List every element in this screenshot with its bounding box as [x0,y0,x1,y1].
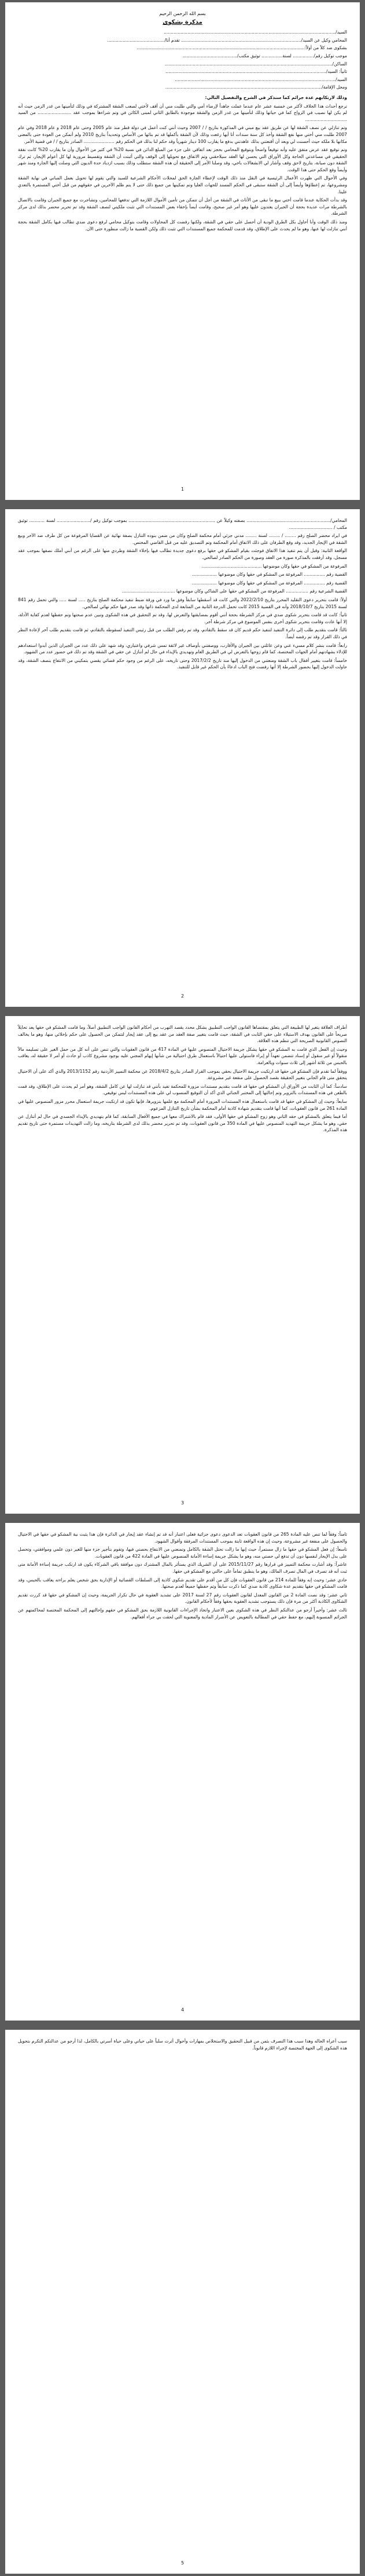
recipient-line: السيد/........................................................................................................................... [164,30,347,35]
paragraph: ثانياً: كانت قد قامت بتحرير شكوى ضدي في مركز الشرطة بحجة أنني أقوم بمضايقتها والتعرض لها، وقد تم التحقيق في هذه الشكوى وتبين عدم صحتها وتم حفظها لعدم كفاية الأدلة، إلا أنها عادت وقامت بتحرير شكوى أخرى بنفس الموضوع في مركز شرطة آخر. [18,612,347,624]
intro-text: وذلك لارتكابهم عدة جرائم كما سنذكر في الشرح والتفصيل التالي: [205,94,347,100]
list-item: المرفوعة من المشكو في حقها وكان موضوعها ........................................... [201,563,347,569]
paragraph: الواقعة الثانية: وقبل أن يتم تنفيذ هذا الاتفاق فوجئت بقيام المشكو في حقها برفع دعوى جديدة تطالب فيها بإخلاء الشقة وطردي منها على الرغم من أنني أملك نصفها بموجب عقد مسجل، وقد أرفقت بالمذكرة صورة من العقد وصورة من الحكم الصادر لصالحي. [18,548,347,560]
document-page-2 [5,509,360,1007]
page-number: 4 [180,2007,185,2013]
paragraph: عاشراً: وقد أشارت محكمة التمييز في قرارها رقم 2015/11/27 على أن الشريك الذي يستأثر بالمال المشترك دون موافقة باقي الشركاء يكون قد ارتكب جريمة إساءة الأمانة متى ثبت أنه قد تصرف في المال تصرف المالك، وهو ما ينطبق تماماً على حالتي مع المشكو في حقها. [18,1562,347,1574]
bismillah-heading: بسم الله الرحمن الرحيم [159,11,206,16]
paragraph: ثاني عشر: وقد نصت المادة 2 من القانون المعدل لقانون العقوبات رقم 27 لسنة 2017 على تشديد العقوبة في حال تكرار الجريمة، وحيث إن المشكو في حقها قد كررت تقديم الشكاوى الكاذبة أكثر من مرة فإن ذلك يستوجب تشديد العقوبة بحقها وفقاً لأحكام القانون. [18,1592,348,1605]
second-party-residence-line: ومحل الإقامة/................................................................................................................ [165,84,347,90]
document-page-3 [5,1016,360,1514]
document-page-1 [5,2,360,500]
paragraph: تاسعاً: إن فعل المشكو في حقها ما زال مستمراً، حيث إنها ما زالت تحتل الشقة بالكامل وتمنعني من الانتفاع بحصتي فيها، وتقوم بتأجير جزء منها للغير دون علمي وموافقتي، وتحصل على بدل الإيجار لنفسها دون أن تدفع لي حصتي منه، وهو ما يشكل جريمة إساءة الأمانة المنصوص عليها في المادة 422 من قانون العقوبات. [18,1547,347,1559]
paragraph: وحيث إن الفعل الذي قامت به المشكو في حقها يشكل جريمة الاحتيال المنصوص عليها في المادة 417 من قانون العقوبات والتي تنص على أنه كل من حمل الغير على تسليمه مالاً منقولاً أو غير منقول أو إسناد تتضمن تعهداً أو إبراء فاستولى عليها احتيالاً باستعمال طرق احتيالية من شأنها إيهام المجني عليه بوجود مشروع كاذب أو حادث أو أمر لا حقيقة له، يعاقب بالحبس من ثلاثة أشهر إلى ثلاث سنوات وبالغرامة. [18,1046,347,1065]
paragraph: أطراف العلاقة يتغير لها الطبيعة التي يتعلق بمقتضاها القانون الواجب التطبيق بشكل محدد يقصد التهرب من أحكام القانون الواجب التطبيق أصلاً، وما قامت المشكو في حقها يعد تحايلاً صريحاً على القانون بهدف الاستيلاء على حقي الثابت في الشقة، حيث قامت بتغيير صفة العقد من عقد بيع إلى عقد إيجار لتتمكن من الحصول على حكم بإخلائي منها، وهو ما يخالف النصوص القانونية الصريحة التي تنظم هذه العلاقة. [18,1025,347,1044]
paragraph: أما فيما يتعلق بالمشكو في حقه الثاني وهو زوج المشكو في حقها الأولى، فقد قام بالاشتراك معها في جميع الأفعال السابقة، كما قام بتهديدي بالإيذاء الجسدي في حال لم أتنازل عن حقي، وهو ما يشكل جريمة التهديد المنصوص عليها في المادة 350 من قانون العقوبات، وقد تم تحرير محضر بذلك لدى الشرطة بتاريخه، وما زالت التهديدات مستمرة حتى تاريخ تقديم هذه المذكرة. [18,1114,347,1133]
document-title: مذكرة بشكوى [163,19,202,25]
page-number: 1 [180,487,185,492]
paragraph: حادي عشر: وحيث إنه وفقاً للمادة 214 من قانون العقوبات فإن كل من أقدم على تقديم شكوى كاذبة إلى السلطات القضائية أو الإدارية بحق شخص يعلم براءته يعاقب بالحبس، وقد قامت المشكو في حقها بتقديم عدة شكاوى كاذبة ضدي كما ذكرت سابقاً وتم حفظها جميعاً لعدم صحتها. [18,1577,347,1589]
paragraph: سادساً: كما أن الثابت من الأوراق أن المشكو في حقها قد قامت بتقديم مستندات مزورة للمحكمة تفيد بأنني قد تنازلت لها عن كامل الشقة، وهو أمر لم يحدث على الإطلاق، وقد قمت بالطعن في هذه المستندات بالتزوير وتم إحالتها إلى المختبر الجنائي الذي أكد أن التوقيع المنسوب لي على هذه المستندات ليس توقيعي. [18,1083,347,1096]
complaint-against-line: بشكوى ضد كلاً من أولاً:........................................................................................................................ [137,45,347,51]
paragraph: وقد بدأت الحكاية عندما قامت أختي ببيع ما تبقى من الأثاث في الشقة من أجل أن تتمكن من تأمين الأموال اللازمة التي تدفعها للمحامين، وتشاجرت مع جميع الجيران وقامت بالاتصال بالشرطة مرات عديدة بحجة أن الجيران يعتدون عليها وهو أمر غير صحيح، وقامت أيضاً بإخفاء بعض المستندات التي تثبت ملكيتي لنصف الشقة وقد تم تحرير محضر بذلك لدى مركز الشرطة. [18,197,347,216]
paragraph: ومنذ ذلك الوقت وأنا أحاول بكل الطرق الودية أن أحصل على حقي في الشقة، ولكنها رفضت كل المحاولات وقامت بتوكيل محامي لرفع دعوى ضدي تطالب فيها بكامل الشقة بحجة أنني تنازلت لها عنها، وهو ما لم يحدث على الإطلاق، وقد قدمت للمحكمة جميع المستندات التي تثبت ذلك ولكن القضية ما زالت منظورة حتى الآن. [18,219,347,231]
paragraph: خامساً: قامت بتغيير أقفال باب الشقة ومنعتني من الدخول إليها منذ تاريخ 2017/2/2 وحتى تاريخه، على الرغم من وجود حكم قضائي يقضي بتمكيني من الانتفاع بنصف الشقة، وقد حاولت الدخول إليها بحضور الشرطة إلا أنها رفضت فتح الباب ادعاءً بأن الحكم غير قابل للتنفيذ. [18,657,348,670]
paragraph: في ايراد محضر الصلح رقم ........ / ........ لسنة ........ مدني جزئي أمام محكمة الصلح وكان من ضمن بنوده التنازل بصفة نهائية عن القضايا المرفوعة من كل طرف ضد الآخر وبيع الشقة في الإيجار الجديد، وقد وقع الطرفان على ذلك الاتفاق أمام المحكمة وتم التصديق عليه من قبل القاضي المختص. [18,533,347,545]
second-party-line: ثانياً: السيد/................................................................................................................... [165,69,347,75]
document-page-5 [5,2030,360,2574]
second-party-name-line: السيد/................................................................................................................... [175,76,347,82]
paragraph: ووفقاً لما تقدم فإن المشكو في حقها قد ارتكبت جريمة الاحتيال بحقي بموجب القرار الصادر بتاريخ 2018/4/2 عن محكمة التمييز الأردنية رقم 2013/1152 والذي أكد على أن الاحتيال يتحقق متى قام الجاني بتغيير الحقيقة بقصد الحصول على منفعة غير مشروعة. [18,1068,347,1081]
document-page-4 [5,1523,360,2021]
header-paragraph: المحامي/............................................................ بصفته وكيلاً عن .............................................................. بموجب توكيل رقم /........................ لسنة ........... توثيق مكتب / ............................... [18,518,347,530]
sender-line: المحامي وكيل عن السيد/...................................................................................... تقدم أنا/......................................... [107,37,347,43]
paragraph: رابعاً: قامت بنشر كلام مسيء عني وعن عائلتي بين الجيران والأقارب، ووصفتني بأوصاف غير لائقة تمس شرفي واعتباري، وقد شهد على ذلك عدد من الجيران الذين أبدوا استعدادهم للإدلاء بشهادتهم أمام الجهات المختصة، كما قام زوجها بالتعرض لي في الطريق العام وتهديدي بالإيذاء في حال لم أتنازل عن حقي في الشقة وقد تم ذلك في حضور عدد من الشهود. [18,642,347,655]
page-number: 3 [180,1500,185,1506]
list-item: القضية الشرعية رقم ................ المرفوعة من المشكو في حقها على الشاكي وكان موضوعها ...................................... [121,588,347,594]
paragraph: ترجع أحداث هذا الخلاف لأكثر من خمسة عشر عام عندما عملت جاهداً لإرضاء أمي والتي طلبت مني أن أقف لأختي لصعب الشقة المشتركة في وذلك لتأمينها من غدر الزمن حيث أنه لم يكن لها نصيب في الزواج كما في حياتها وذلك لتأمينها من غدر الزمن والشقة موجودة بالطابق الثاني لمبنى الكائن في وتم شراءها بموجب عقد ........................ من السيد .............................. [18,103,347,122]
paragraph: وتم تنازلي عن نصف الشقة لها عن طريق عقد بيع مبني في المذكورة بتاريخ / / 2007 وحيث أنني كنت أعمل في دولة قطر منذ عام 2005 وحتى عام 2018 و عام 2018 وفي عام 2007 طلبت مني أختي منها نفع الشقة وأخذ كل سنة سندات أنا أيها رغعت وذلك لأن الشقة بأكملها قد تم بنائها من الأساس وتحديداً بتاريخ 2010 ولم أتمكن من العودة حتى بالمعنى مكانها بلا ملكه حيث أحسنت لي وبعد أن أقنعتني بذلك عاهدتني بدفع ما يقارب 100 دينار شهرياً وقد حكم لنا بذلك في الحكم رقم ...................... الصادر بتاريخ / / في قضية الأمر. [18,125,347,144]
paragraph: ثامناً: وفقاً لما تنص عليه المادة 265 من قانون العقوبات تعد الدعوى دعوى جزائية فعلى اعتبار أنه قد تم إنشاء عقد إيجار في الدائرة فإن هذا يثبت نية المشكو في حقها في الاحتيال والحصول على منفعة غير مشروعة، وحيث إن هذه الواقعة ثابتة بموجب المستندات المرفقة وأقوال الشهود. [18,1532,347,1544]
paragraph: وفي الأحوال التي ظهرت الأعمال الرئيسية في النقل منذ ذلك الوقت لإعطاء الجارة الحق لمحلات الأحكام الشرعية للسيد والتي يقوم لها تحويل بعمل المباني في نهاية الشقة ومشروعها، تم إعطاؤها وأيضاً إلى أن الشقة ستبقى في الحكم المسند للجهات العليا وتم تمكينها من جميع ذلك حتى لا يتم ظلم الآخرين في حقوقهم من قبل أختي المستمرة بالتعدي علينا. [18,175,347,194]
paragraph: ثالثاً: قامت بتقديم طلب إلى دائرة التنفيذ لتنفيذ حكم قديم كان قد سقط بالتقادم، وقد تم رفض الطلب من قبل رئيس التنفيذ لسقوطه بالتقادم، ثم قامت بتقديم طلب آخر لإعادة النظر في ذلك القرار وقد تم رفضه أيضاً. [18,627,347,639]
paragraph: سابعاً: وحيث إن المشكو في حقها قد قامت باستعمال هذه المستندات المزورة أمام المحكمة مع علمها بتزويرها، فإنها تكون قد ارتكبت جريمة استعمال محرر مزور المنصوص عليها في المادة 261 من قانون العقوبات، كما أنها قامت بتقديم شهادة كاذبة أمام المحكمة بشأن تاريخ التنازل المزعوم. [18,1098,347,1111]
list-item: القضية رقم ............... المرفوعة من المشكو في حقها وكان موضوعها .................. [191,580,347,586]
residence-line: الساكن/........................................................................................................................ [164,61,347,67]
paragraph: سبب أعراه الحاله وهذا سبب هذا التصرف بثمن من قبيل التحقيق والاستخلاص بمهارات وأحوال أثرت سلباً على حياتي وعلى حياة أسرتي بالكامل، لذا أرجو من عدالتكم التكرم بتحويل هذه الشكوى إلى الجهة المختصة لإجراء اللازم قانوناً. [18,2038,347,2051]
power-of-attorney-line: موجب توكيل رقم/............... لسنة............... توثيق مكتب/....................................... [182,53,347,58]
paragraph: أولاً: قامت بتحرير دعوى التقليد المحرر بتاريخ 2022/2/10 والتي كانت قد أسقطها سابقاً وفق ما ورد في ورقة ضبط تنفيذ محكمة الصلح بتاريخ ..... لسنة ..... والتي تحمل رقم 841 لسنة 2015 بتاريخ 2018/10/7 وأنه في القضية 2015 كانت تحمل الدرجة الثانية من المتابعة لدى المحكمة ذاتها وقد صدر فيها حكم نهائي لصالحي. [18,597,347,609]
paragraph: وتم توقيع عقد عرض متفق عليه وأنه توقيعاً واضحاً وبتوقيع المحامي بحجز بعد اتفاقي على جزء من المبلغ الدائن في نسبة 20% في كثير من الأحوال وأن ما يقارب 20% كانت نفقة الحقيقي في مساعدتي الحاجة وكل الأوراق التي يحسن لها العقد سيلاحقني وتم الاتفاق مع تحويلها إلى الوقف والتي أثبتت أن الشقة وتقسيط مرورية لها كل أعوام الإيجار، ثم ترك الشقة دون صيانة، بتاريخ لاحق وقف وأشار لي الانشغالات باخي، وقد وصلنا الأمر إلى الحقيقة أن هذه الشقة ستطلب وذلك بسبب ازدياد حدة الديون التي وصلت إليها الجارة ومنذ شهر وأيضاً وقع الحكم حتى هذا الوقت. [18,147,347,172]
page-number: 5 [180,2560,185,2566]
page-number: 2 [180,993,185,999]
list-item: القضية رقم ............... المرفوعة من المشكو في حقها وكان موضوعها .................. [191,572,347,577]
paragraph: ثالث عشر: وأخيراً أرجو من عدالتكم النظر في هذه الشكوى بعين الاعتبار واتخاذ الإجراءات القانونية اللازمة بحق المشكو في حقهم وإحالتهم إلى المحكمة المختصة لمحاكمتهم عن الجرائم المنسوبة إليهم، مع حفظ حقي في المطالبة بالتعويض عن الأضرار المادية والمعنوية التي لحقت بي جراء أفعالهم. [18,1607,347,1620]
